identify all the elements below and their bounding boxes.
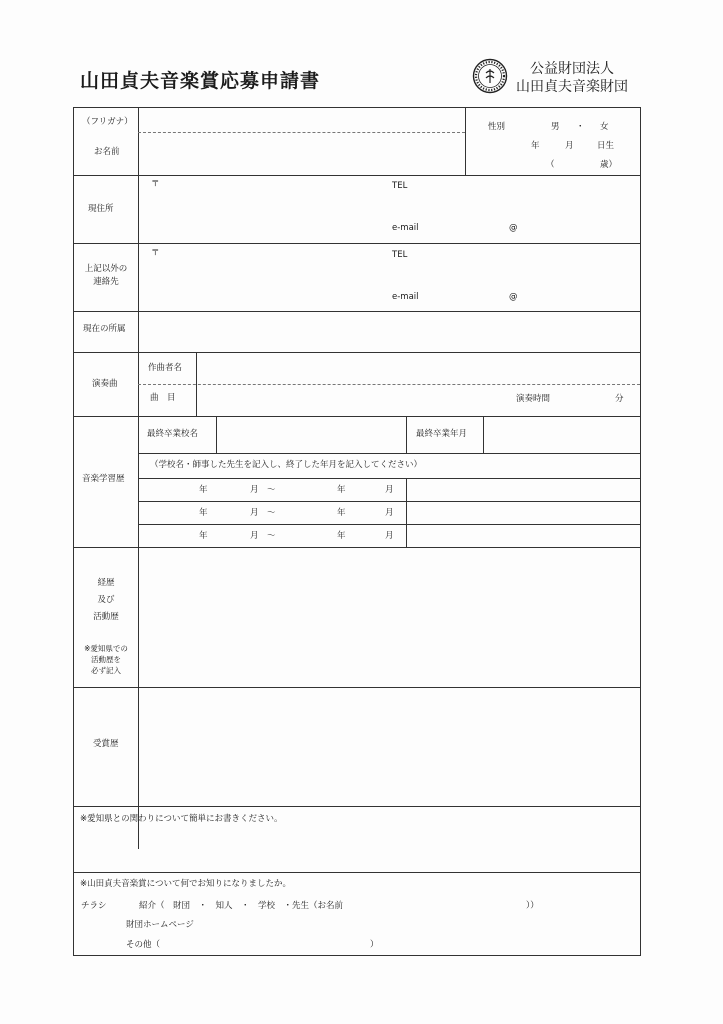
edu-row-3-start-month: 月	[250, 531, 259, 541]
minutes-label: 分	[615, 394, 624, 404]
graduation-date-input[interactable]	[486, 418, 638, 451]
edu-row-3-tilde: ～	[267, 531, 276, 541]
affiliation-label: 現在の所属	[83, 324, 126, 334]
gender-label: 性別	[488, 122, 506, 132]
edu-row-1-tilde: ～	[267, 485, 276, 495]
edu-row-2-start-month: 月	[250, 508, 259, 518]
edu-row-3-start-year: 年	[199, 531, 208, 541]
birth-year-label: 年	[531, 141, 540, 151]
edu-row-1-end-year: 年	[337, 485, 346, 495]
age-label: 歳）	[600, 160, 618, 170]
gender-female-option[interactable]: 女	[600, 122, 609, 132]
affiliation-input[interactable]	[140, 313, 638, 350]
source-question: ※山田貞夫音楽賞について何でお知りになりましたか。	[80, 879, 291, 889]
furigana-input[interactable]	[140, 110, 462, 130]
address-input[interactable]	[140, 190, 380, 240]
row-divider	[74, 687, 640, 688]
alt-tel-label: TEL	[392, 250, 408, 260]
education-divider	[138, 501, 640, 502]
organization-name: 山田貞夫音楽財団	[516, 79, 628, 95]
education-divider	[138, 453, 640, 454]
edu-row-2-end-year: 年	[337, 508, 346, 518]
composer-input[interactable]	[198, 354, 638, 382]
career-input[interactable]	[140, 549, 638, 685]
edu-row-1-start-year: 年	[199, 485, 208, 495]
address-at-mark: @	[509, 223, 518, 233]
alt-postal-mark: 〒	[151, 248, 160, 258]
address-label: 現住所	[88, 204, 114, 214]
edu-row-3-end-year: 年	[337, 531, 346, 541]
graduation-date-label: 最終卒業年月	[416, 429, 468, 439]
name-input[interactable]	[140, 135, 462, 173]
education-divider	[406, 478, 407, 547]
education-divider	[138, 478, 640, 479]
edu-row-1-start-month: 月	[250, 485, 259, 495]
piece-title-input[interactable]	[198, 387, 508, 414]
alt-contact-label: 上記以外の 連絡先	[84, 264, 128, 287]
alt-address-input[interactable]	[140, 258, 380, 308]
awards-input[interactable]	[140, 689, 638, 804]
source-referral-close: ））	[526, 901, 539, 911]
source-flyer-option[interactable]: チラシ	[81, 901, 107, 911]
school-name-label: 最終卒業校名	[147, 429, 199, 439]
aichi-question: ※愛知県との関わりについて簡単にお書きください。	[80, 814, 283, 824]
gender-separator: ・	[576, 122, 585, 132]
education-label: 音楽学習歴	[82, 474, 125, 484]
address-postal-mark: 〒	[151, 179, 160, 189]
row-divider	[74, 416, 640, 417]
row-divider	[74, 352, 640, 353]
piece-subcolumn-divider	[196, 352, 197, 416]
foundation-seal-icon	[472, 58, 508, 94]
education-divider	[216, 416, 217, 453]
row-divider	[74, 547, 640, 548]
composer-dashed-line	[138, 384, 640, 385]
education-divider	[406, 416, 407, 453]
organization-type: 公益財団法人	[530, 61, 614, 77]
edu-row-2-start-year: 年	[199, 508, 208, 518]
gender-male-option[interactable]: 男	[551, 122, 560, 132]
school-name-input[interactable]	[219, 418, 403, 451]
piece-title-label: 曲 目	[150, 393, 176, 403]
source-other-option[interactable]: その他（	[126, 940, 161, 950]
furigana-dashed-line	[138, 132, 465, 133]
source-referral-option[interactable]: 紹介（ 財団 ・ 知人 ・ 学校 ・先生（お名前	[139, 901, 344, 911]
address-email-label: e-mail	[392, 223, 419, 233]
career-note: ※愛知県での 活動歴を 必ず記入	[84, 644, 128, 675]
education-note: （学校名・師事した先生を記入し、終了した年月を記入してください）	[150, 460, 423, 470]
alt-email-label: e-mail	[392, 292, 419, 302]
piece-label: 演奏曲	[92, 379, 118, 389]
duration-label: 演奏時間	[516, 394, 551, 404]
row-divider	[74, 311, 640, 312]
composer-label: 作曲者名	[148, 363, 183, 373]
aichi-input[interactable]	[78, 830, 638, 870]
birth-day-label: 日生	[597, 141, 615, 151]
application-form	[73, 107, 641, 956]
row-divider	[74, 243, 640, 244]
furigana-label: （フリガナ）	[82, 117, 133, 127]
edu-row-3-end-month: 月	[385, 531, 394, 541]
gender-column-divider	[465, 108, 466, 175]
education-divider	[138, 524, 640, 525]
form-title: 山田貞夫音楽賞応募申請書	[80, 70, 321, 92]
age-open-paren: （	[546, 160, 555, 170]
career-label: 経歴 及び 活動歴	[93, 578, 119, 622]
awards-label: 受賞歴	[93, 739, 119, 749]
birth-month-label: 月	[565, 141, 574, 151]
address-tel-label: TEL	[392, 181, 408, 191]
row-divider	[74, 175, 640, 176]
name-label: お名前	[94, 147, 120, 157]
edu-row-2-end-month: 月	[385, 508, 394, 518]
source-other-close: ）	[370, 940, 379, 950]
edu-row-2-tilde: ～	[267, 508, 276, 518]
source-website-option[interactable]: 財団ホームページ	[126, 920, 194, 930]
education-divider	[483, 416, 484, 453]
edu-row-1-end-month: 月	[385, 485, 394, 495]
row-divider	[74, 806, 640, 807]
row-divider	[74, 872, 640, 873]
alt-at-mark: @	[509, 292, 518, 302]
